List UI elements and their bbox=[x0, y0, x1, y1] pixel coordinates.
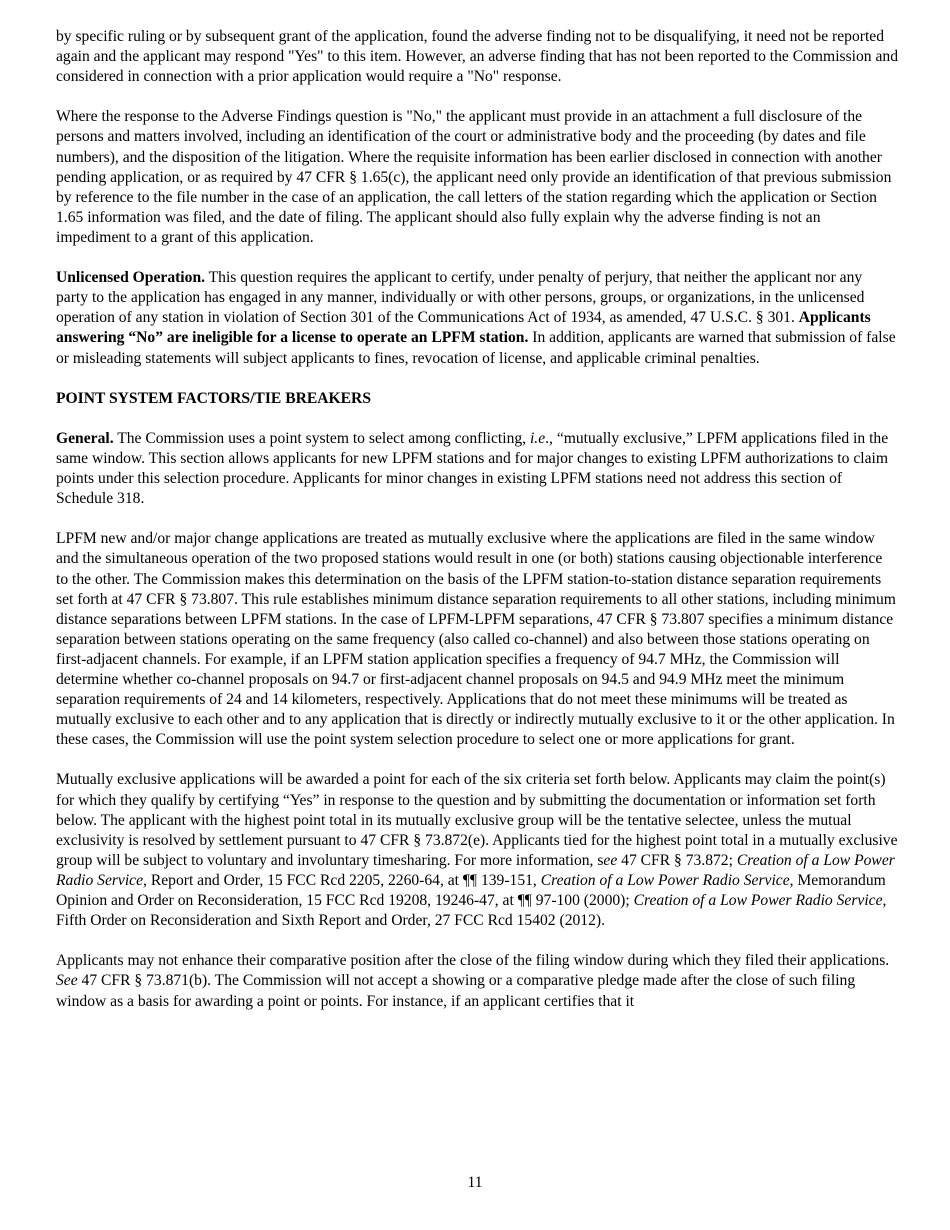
paragraph-italic: See bbox=[56, 972, 78, 990]
paragraph-text: Applicants may not enhance their comparative position after the close of the filing window during which they filed their applications. bbox=[56, 952, 890, 970]
paragraph-text: ., “mutually exclusive,” LPFM applications filed in the same window. This section allows applicants for new LPFM stations and for major changes to existing LPFM authorizations to claim points under this selection procedure. Applicants for minor changes in existing LPFM stations need not address this section of Schedule 318. bbox=[56, 429, 889, 508]
paragraph-italic: ee bbox=[603, 851, 618, 869]
document-page bbox=[56, 27, 898, 1032]
paragraph-text: Report and Order, 15 FCC Rcd 2205, 2260-64, at ¶¶ 139-151, bbox=[146, 871, 541, 889]
paragraph-text: , Fifth Order on Reconsideration and Sixth Report and Order, 27 FCC Rcd 15402 (2012). bbox=[56, 892, 887, 930]
paragraph-text: Mutually exclusive applications will be awarded a point for each of the six criteria set forth below. Applicants may claim the point(s) for which they qualify by certifying “Yes” in response to the question and by submitting the documentation or information set forth below. The applicant with the highest point total in its mutually exclusive group will be the tentative selectee, unless the mutual exclusivity is resolved by settlement pursuant to 47 CFR § 73.872(e). Applicants tied for the highest point total in a mutually exclusive group will be subject to voluntary and involuntary timesharing. For more information, s bbox=[56, 771, 898, 869]
citation-italic: Creation of a Low Power Radio Service, bbox=[56, 851, 895, 889]
paragraph-text: 47 CFR § 73.872; bbox=[617, 851, 737, 869]
paragraph-point-awards bbox=[56, 770, 898, 931]
paragraph-unlicensed-operation bbox=[56, 268, 898, 368]
citation-italic: Creation of a Low Power Radio Service bbox=[540, 871, 790, 889]
paragraph-general bbox=[56, 429, 898, 509]
paragraph-text: by specific ruling or by subsequent grant of the application, found the adverse finding not to be disqualifying, it need not be reported again and the applicant may respond "Yes" to this item. However, an adverse finding that has not been reported to the Commission and considered in connection with a prior application would require a "No" response. bbox=[56, 28, 899, 86]
paragraph-comparative-position bbox=[56, 951, 898, 1011]
citation-italic: Creation of a Low Power Radio Service bbox=[633, 892, 883, 910]
paragraph-text: 47 CFR § 73.871(b). The Commission will not accept a showing or a comparative pledge made after the close of such filing window as a basis for awarding a point or points. For instance, if an applicant certifies that it bbox=[56, 972, 856, 1010]
paragraph-text: This question requires the applicant to certify, under penalty of perjury, that neither the applicant nor any party to the application has engaged in any manner, individually or with other persons, groups, or organizations, in the unlicensed operation of any station in violation of Section 301 of the Communications Act of 1934, as amended, 47 U.S.C. § 301. bbox=[56, 269, 865, 327]
paragraph-text: LPFM new and/or major change applications are treated as mutually exclusive where the applications are filed in the same window and the simultaneous operation of the two proposed stations would result in one (or both) stations causing objectionable interference to the other. The Commission makes this determination on the basis of the LPFM station-to-station distance separation requirements set forth at 47 CFR § 73.807. This rule establishes minimum distance separation requirements to all other stations, including minimum distance separations between LPFM stations. In the case of LPFM-LPFM separations, 47 CFR § 73.807 specifies a minimum distance separation between stations operating on the same frequency (also called co-channel) and also between those stations operating on first-adjacent channels. For example, if an LPFM station application specifies a frequency of 94.7 MHz, the Commission will determine whether co-channel proposals on 94.7 or first-adjacent channel proposals on 94.5 and 94.9 MHz meet the minimum separation requirements of 24 and 14 kilometers, respectively. Applications that do not meet these minimums will be treated as mutually exclusive to each other and to any application that is directly or indirectly mutually exclusive to it or the other application. In these cases, the Commission will use the point system selection procedure to select one or more applications for grant. bbox=[56, 530, 896, 749]
paragraph-adverse-finding-reporting bbox=[56, 27, 898, 87]
paragraph-italic: i.e bbox=[529, 429, 546, 447]
paragraph-text: , Memorandum Opinion and Order on Reconsideration, 15 FCC Rcd 19208, 19246-47, at ¶¶ 97-100 (2000); bbox=[56, 871, 886, 910]
section-heading: POINT SYSTEM FACTORS/TIE BREAKERS bbox=[56, 389, 371, 407]
paragraph-bold-statement: Applicants answering “No” are ineligible for a license to operate an LPFM station. bbox=[56, 309, 871, 347]
paragraph-mutual-exclusivity bbox=[56, 529, 898, 750]
paragraph-lead-heading: Unlicensed Operation. bbox=[56, 269, 206, 287]
page-number: 11 bbox=[467, 1174, 483, 1191]
paragraph-text: Where the response to the Adverse Findings question is "No," the applicant must provide in an attachment a full disclosure of the persons and matters involved, including an identification of the court or administrative body and the proceeding (by dates and file numbers), and the disposition of the litigation. Where the requisite information has been earlier disclosed in connection with another pending application, or as required by 47 CFR § 1.65(c), the applicant need only provide an identification of that previous submission by reference to the file number in the case of an application, the call letters of the station regarding which the application or Section 1.65 information was filed, and the date of filing. The applicant should also fully explain why the adverse finding is not an impediment to a grant of this application. bbox=[56, 108, 892, 246]
paragraph-lead-heading: General. bbox=[56, 429, 114, 447]
paragraph-text: The Commission uses a point system to select among conflicting, bbox=[113, 429, 530, 447]
paragraph-text: In addition, applicants are warned that submission of false or misleading statements will subject applicants to fines, revocation of license, and applicable criminal penalties. bbox=[56, 329, 896, 367]
paragraph-adverse-findings-no-response bbox=[56, 107, 898, 248]
